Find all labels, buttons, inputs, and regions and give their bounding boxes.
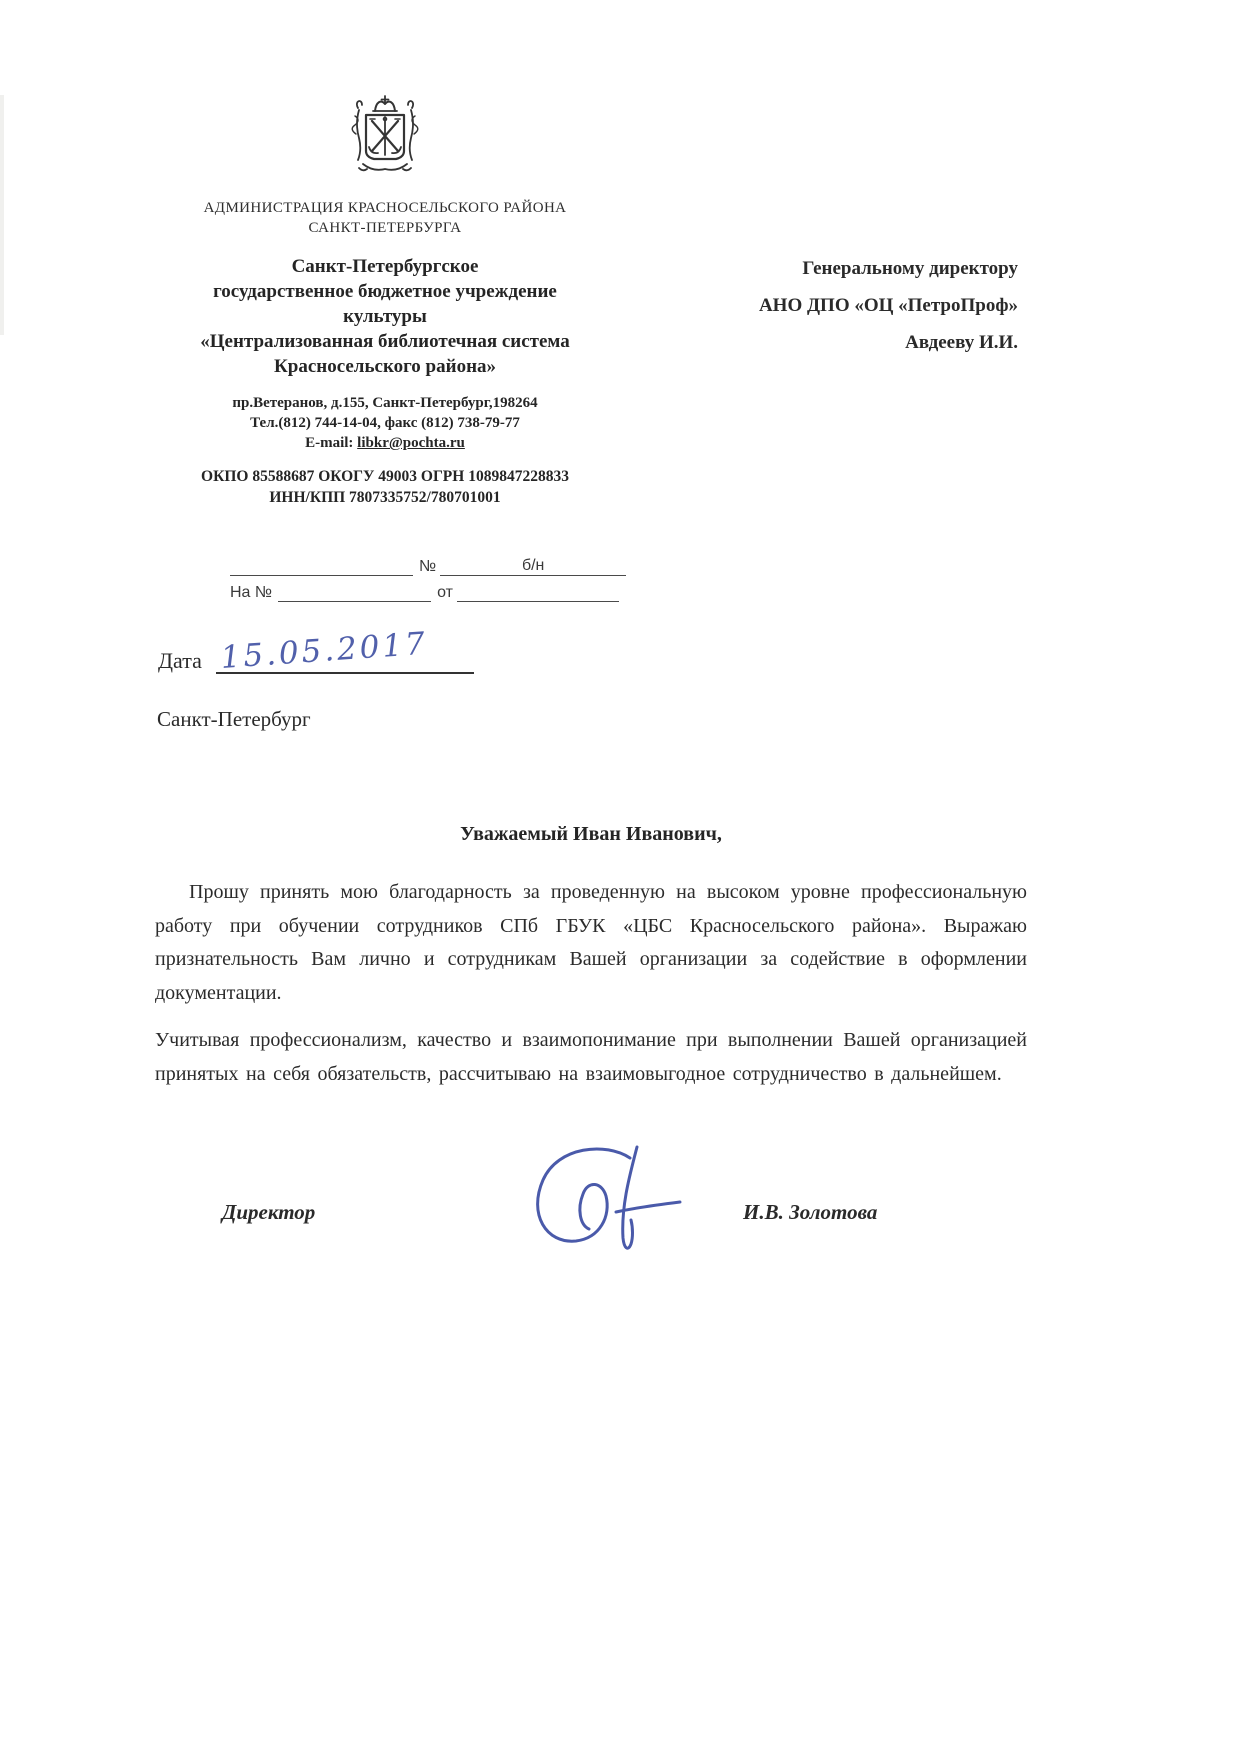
codes-line-1: ОКПО 85588687 ОКОГУ 49003 ОГРН 1089847228833	[201, 468, 569, 485]
contact-info	[150, 393, 620, 453]
reply-number-row	[230, 578, 635, 602]
email-address: libkr@pochta.ru	[357, 435, 465, 451]
body-paragraph-2: Учитывая профессионализм, качество и взаимопонимание при выполнении Вашей организацией принятых на себя обязательств, рассчитываю на взаимовыгодное сотрудничество в дальнейшем.	[155, 1029, 1027, 1085]
phone-fax: Тел.(812) 744-14-04, факс (812) 738-79-77	[250, 415, 520, 431]
signer-name: И.В. Золотова	[743, 1200, 878, 1224]
codes-line-2: ИНН/КПП 7807335752/780701001	[269, 489, 501, 506]
handwritten-date: 15.05.2017	[219, 625, 429, 676]
registration-codes	[150, 466, 620, 508]
administration-line-1: АДМИНИСТРАЦИЯ КРАСНОСЕЛЬСКОГО РАЙОНА	[203, 200, 567, 216]
outgoing-number-value: б/н	[440, 557, 626, 576]
from-label: от	[437, 584, 453, 601]
letter-body	[155, 876, 1027, 1091]
signer-title: Директор	[222, 1200, 316, 1224]
letterhead	[150, 92, 620, 508]
number-label: №	[419, 558, 437, 575]
org-name-line: «Централизованная библиотечная система	[200, 331, 570, 352]
place-line: Санкт-Петербург	[157, 707, 311, 731]
organization-name	[150, 254, 620, 379]
org-name-line: Красносельского района»	[273, 356, 497, 377]
administration-line-2: САНКТ-ПЕТЕРБУРГА	[308, 220, 462, 236]
email-line	[150, 433, 620, 453]
date-underline	[216, 625, 474, 676]
reply-date-blank	[457, 583, 619, 602]
salutation: Уважаемый Иван Иванович,	[460, 823, 722, 845]
recipient-name: Авдееву И.И.	[905, 332, 1018, 353]
reference-block	[230, 552, 635, 602]
org-name-line: Санкт-Петербургское	[291, 256, 479, 277]
reply-number-blank	[278, 583, 431, 602]
scan-edge-artifact	[0, 95, 4, 335]
postal-address: пр.Ветеранов, д.155, Санкт-Петербург,198264	[232, 395, 538, 411]
date-row	[158, 625, 474, 676]
recipient-block	[700, 250, 1018, 361]
reply-label: На №	[230, 584, 273, 601]
date-label: Дата	[158, 648, 202, 673]
handwritten-signature-icon	[518, 1138, 693, 1256]
org-name-line: государственное бюджетное учреждение	[213, 281, 557, 302]
recipient-position: Генеральному директору	[802, 258, 1018, 279]
body-paragraph-1: Прошу принять мою благодарность за проведенную на высоком уровне профессиональную работу при обучении сотрудников СПб ГБУК «ЦБС Красносельского района». Выражаю признательность Вам лично и сотрудникам Вашей организации за содействие в оформлении документации.	[155, 881, 1027, 1004]
outgoing-date-blank	[230, 557, 413, 576]
recipient-organization: АНО ДПО «ОЦ «ПетроПроф»	[758, 295, 1018, 316]
email-label: E-mail:	[305, 435, 354, 451]
spb-coat-of-arms-icon	[335, 92, 435, 188]
org-name-line: культуры	[343, 306, 427, 327]
outgoing-number-row	[230, 552, 635, 576]
